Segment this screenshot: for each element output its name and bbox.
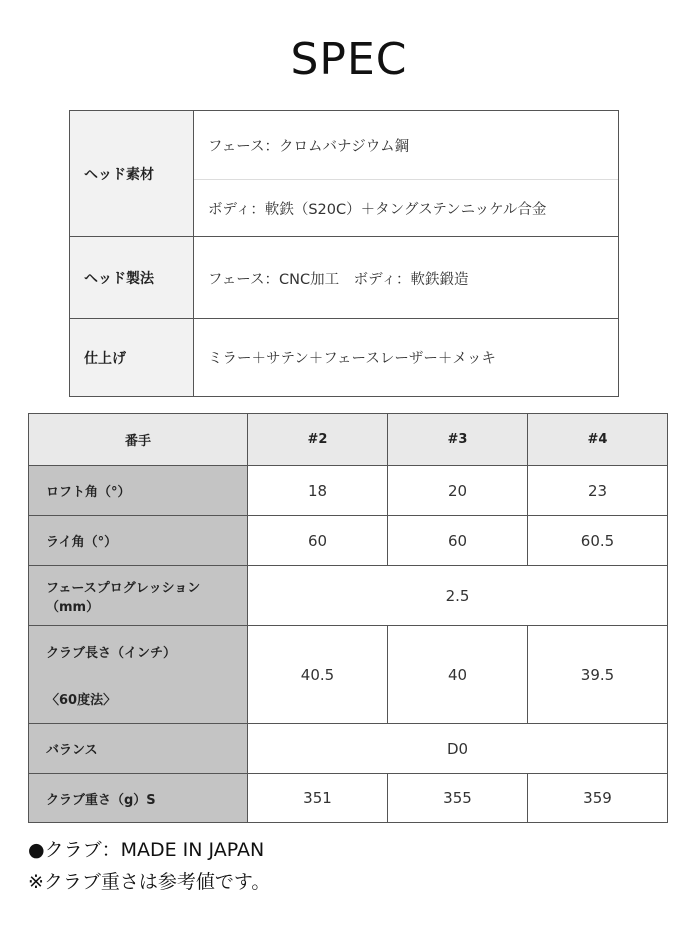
header-cell: #4: [528, 414, 668, 466]
head-method-value: [194, 237, 618, 318]
head-finish-value: [194, 319, 618, 396]
head-method-row: [70, 237, 618, 319]
table-cell: 351: [248, 774, 388, 823]
table-header-row: [29, 414, 668, 466]
body-material-text: ボディ：軟鉄（S20C）＋タングステンニッケル合金: [208, 202, 547, 218]
weight-row: [29, 774, 668, 823]
head-spec-table: [69, 110, 619, 397]
progression-row: [29, 566, 668, 626]
table-cell: 359: [528, 774, 668, 823]
progression-label: [29, 566, 248, 626]
length-label: [29, 626, 248, 724]
header-club-number: 番手: [29, 414, 248, 466]
head-material-value: [194, 111, 618, 236]
length-row: [29, 626, 668, 724]
table-cell: 60: [388, 516, 528, 566]
weight-note: ※クラブ重さは参考値です。: [28, 871, 271, 893]
table-cell: 60.5: [528, 516, 668, 566]
notes: [28, 834, 270, 898]
head-finish-row: [70, 319, 618, 396]
length-method-line: 〈60度法〉: [46, 692, 117, 708]
head-method-text: フェース：CNC加工 ボディ：軟鉄鍛造: [208, 272, 469, 288]
header-cell: #2: [248, 414, 388, 466]
table-cell: 355: [388, 774, 528, 823]
head-finish-label: 仕上げ: [70, 319, 194, 396]
progression-unit-line: （mm）: [46, 599, 100, 615]
row-divider: [194, 179, 618, 180]
page-title: SPEC: [290, 34, 408, 85]
header-cell: #3: [388, 414, 528, 466]
head-method-label: ヘッド製法: [70, 237, 194, 318]
table-cell: 40.5: [248, 626, 388, 724]
loft-row: [29, 466, 668, 516]
table-cell: 23: [528, 466, 668, 516]
table-cell: 60: [248, 516, 388, 566]
lie-row: [29, 516, 668, 566]
balance-value: D0: [248, 724, 668, 774]
club-spec-table: [28, 413, 668, 823]
weight-label: クラブ重さ（g）S: [29, 774, 248, 823]
lie-label: ライ角（°）: [29, 516, 248, 566]
made-in-note: ●クラブ：MADE IN JAPAN: [28, 839, 265, 861]
table-cell: 40: [388, 626, 528, 724]
length-label-line: クラブ長さ（インチ）: [46, 645, 177, 661]
head-finish-text: ミラー＋サテン＋フェースレーザー＋メッキ: [208, 351, 496, 367]
table-cell: 20: [388, 466, 528, 516]
progression-label-line: フェースプログレッション: [46, 580, 201, 596]
progression-value: 2.5: [248, 566, 668, 626]
face-material-text: フェース：クロムバナジウム鋼: [208, 139, 410, 155]
balance-label: バランス: [29, 724, 248, 774]
balance-row: [29, 724, 668, 774]
head-material-row: [70, 111, 618, 237]
loft-label: ロフト角（°）: [29, 466, 248, 516]
table-cell: 39.5: [528, 626, 668, 724]
head-material-label: ヘッド素材: [70, 111, 194, 236]
table-cell: 18: [248, 466, 388, 516]
